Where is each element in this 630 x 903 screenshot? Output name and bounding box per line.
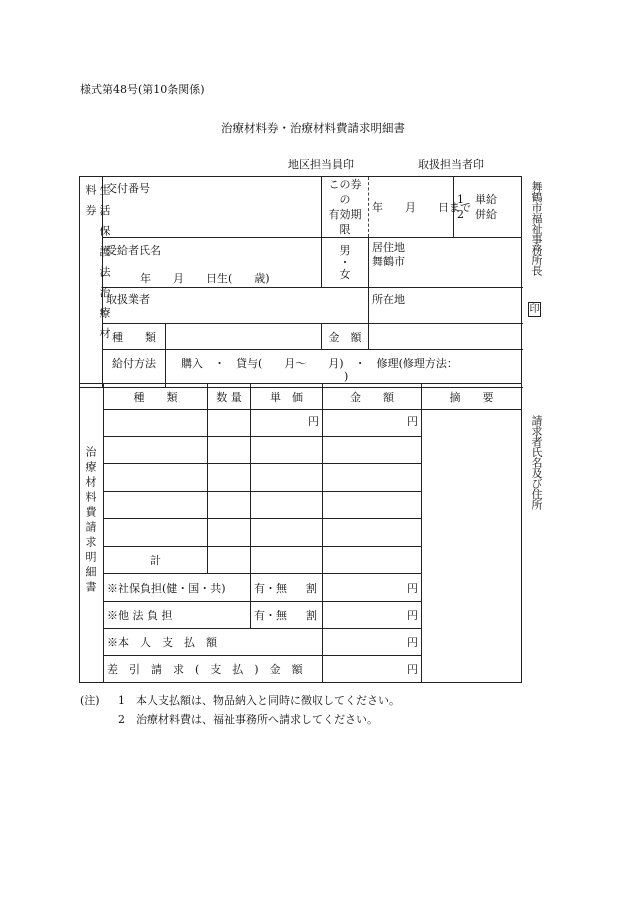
amount-value[interactable] <box>369 324 522 350</box>
social-insurance-label: ※社保負担(健・国・共) <box>104 574 251 602</box>
sex-male: 男 <box>339 243 351 257</box>
item-quantity-2[interactable] <box>208 437 251 464</box>
validity-label-1: この券の <box>328 178 362 206</box>
sex-dot: ・ <box>339 255 351 269</box>
sex-cell[interactable] <box>322 238 369 288</box>
recipient-name-label: 受給者氏名 <box>106 244 161 257</box>
birthdate: 年 月 日生( 歳) <box>140 272 270 285</box>
self-pay-amount[interactable]: 円 <box>323 629 422 656</box>
net-claim-label: 差 引 請 求 ( 支 払 ) 金 額 <box>104 656 323 683</box>
item-quantity-3[interactable] <box>208 464 251 492</box>
social-insurance-percent: 割 <box>306 581 317 595</box>
area-officer-stamp-label: 地区担当員印 <box>288 158 354 171</box>
validity-label-2: 有効期限 <box>328 208 362 236</box>
item-amount-2[interactable] <box>323 437 422 464</box>
total-unit-price[interactable] <box>251 547 323 574</box>
note-1: 1 本人支払額は、物品納入と同時に徴収してください。 <box>118 694 400 707</box>
note-2: 2 治療材料費は、福祉事務所へ請求してください。 <box>118 713 378 726</box>
other-law-percent: 割 <box>306 609 317 622</box>
address-label: 居住地 <box>372 241 405 254</box>
type-value[interactable] <box>166 324 322 350</box>
sex-female: 女 <box>339 267 351 281</box>
item-amount-3[interactable] <box>323 464 422 492</box>
item-unit-price-4[interactable] <box>251 492 323 519</box>
header-unit-price: 単 価 <box>251 384 323 410</box>
address-city: 舞鶴市 <box>372 255 405 268</box>
remarks-cell[interactable] <box>422 410 522 683</box>
grant-type-cell[interactable] <box>454 177 522 238</box>
form-number: 様式第48号(第10条関係) <box>80 83 205 96</box>
form-title: 治療材料券・治療材料費請求明細書 <box>221 121 405 135</box>
handler-stamp-label: 取扱担当者印 <box>418 158 484 171</box>
notes-prefix: (注) <box>80 694 100 707</box>
total-quantity[interactable] <box>208 547 251 574</box>
total-amount[interactable] <box>323 547 422 574</box>
total-label: 計 <box>104 547 208 574</box>
item-unit-price-2[interactable] <box>251 437 323 464</box>
amount-label: 金 額 <box>322 324 369 350</box>
item-type-5[interactable] <box>104 519 208 547</box>
item-quantity-1[interactable] <box>208 410 251 437</box>
payment-method-options: 購入 ・ 貸与( 月～ 月) ・ 修理(修理方法： <box>181 357 458 370</box>
vendor-label[interactable]: 取扱業者 <box>103 288 369 324</box>
net-claim-amount[interactable]: 円 <box>323 656 422 683</box>
payment-method-cell[interactable] <box>166 350 522 388</box>
location-label[interactable]: 所在地 <box>369 288 522 324</box>
recipient-name-cell[interactable] <box>103 238 322 288</box>
item-quantity-5[interactable] <box>208 519 251 547</box>
option-combined: 2 併給 <box>457 208 497 221</box>
payment-method-label: 給付方法 <box>103 350 166 388</box>
validity-date[interactable]: 年 月 日まで <box>369 177 454 238</box>
item-amount-1[interactable]: 円 <box>323 410 422 437</box>
social-insurance-amount[interactable]: 円 <box>323 574 422 602</box>
other-law-label: ※他 法 負 担 <box>104 602 251 629</box>
claim-table <box>79 383 522 683</box>
social-insurance-yes-no: 有・無 <box>254 581 287 595</box>
other-law-amount[interactable]: 円 <box>323 602 422 629</box>
item-type-1[interactable] <box>104 410 208 437</box>
address-cell[interactable] <box>369 238 522 288</box>
voucher-side-label: 生活保護法治療材料券 <box>84 184 111 348</box>
item-type-4[interactable] <box>104 492 208 519</box>
director-seal: 印 <box>529 304 540 315</box>
header-amount: 金 額 <box>323 384 422 410</box>
claim-side-label: 治療材料費請求明細書 <box>84 446 97 596</box>
self-pay-label: ※本 人 支 払 額 <box>104 629 323 656</box>
type-label: 種 類 <box>103 324 166 350</box>
issue-number-label: 交付番号 <box>103 177 322 238</box>
option-single: 1 単給 <box>457 193 497 206</box>
claimant-label: 請求者氏名及び住所 <box>530 415 543 510</box>
item-type-3[interactable] <box>104 464 208 492</box>
director-title: 舞鶴市福祉事務所長 <box>530 181 543 276</box>
header-type: 種 類 <box>104 384 208 410</box>
item-amount-5[interactable] <box>323 519 422 547</box>
item-unit-price-3[interactable] <box>251 464 323 492</box>
item-unit-price-1[interactable]: 円 <box>251 410 323 437</box>
header-quantity: 数 量 <box>208 384 251 410</box>
validity-label-cell <box>322 177 369 238</box>
other-law-rate[interactable] <box>251 602 323 629</box>
header-remarks: 摘 要 <box>422 384 522 410</box>
voucher-table <box>79 176 522 388</box>
item-quantity-4[interactable] <box>208 492 251 519</box>
item-unit-price-5[interactable] <box>251 519 323 547</box>
item-amount-4[interactable] <box>323 492 422 519</box>
social-insurance-rate[interactable] <box>251 574 323 602</box>
other-law-yes-no: 有・無 <box>254 609 287 622</box>
payment-method-close: ) <box>344 370 349 383</box>
item-type-2[interactable] <box>104 437 208 464</box>
